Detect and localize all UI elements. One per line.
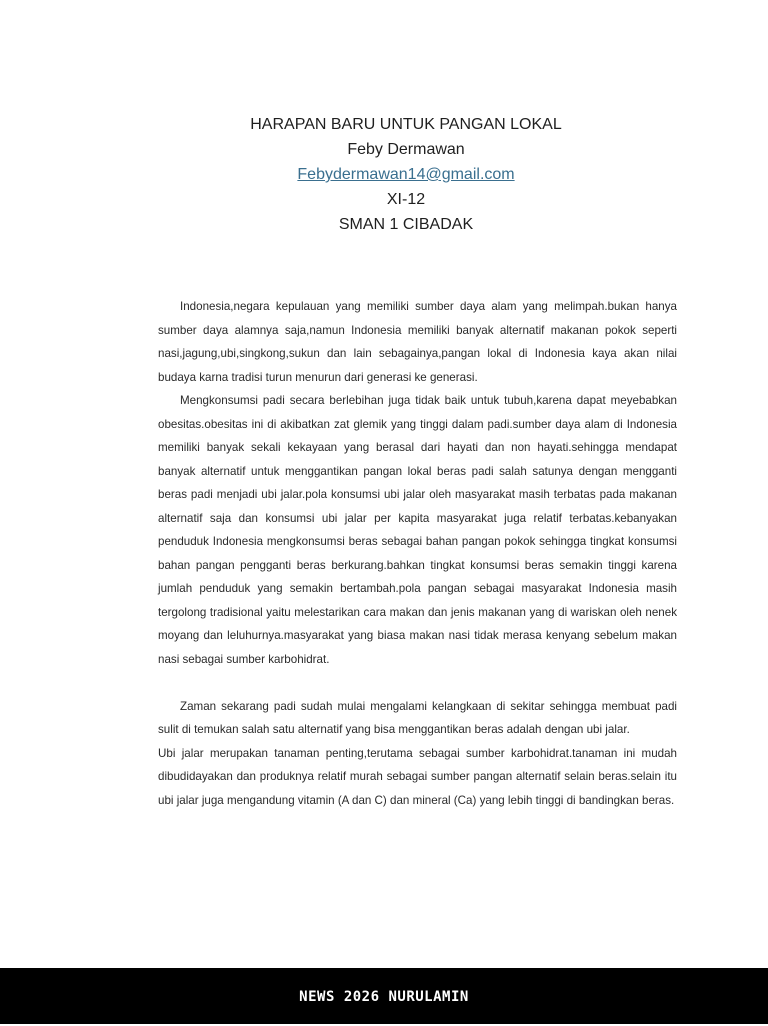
footer-banner <box>0 968 768 1024</box>
class-label: XI-12 <box>386 191 426 208</box>
paragraph-1: Indonesia,negara kepulauan yang memiliki sumber daya alam yang melimpah.bukan hanya sumber daya alamnya saja,namun Indonesia memiliki banyak alternatif makanan pokok seperti nasi,jagung,ubi,singkong,sukun dan lain sebagainya,pangan lokal di Indonesia kaya akan nilai budaya karna tradisi turun menurun dari generasi ke generasi. <box>158 300 677 384</box>
document-title: HARAPAN BARU UNTUK PANGAN LOKAL <box>250 116 562 133</box>
paragraph-spacer <box>158 671 677 695</box>
author-email-link[interactable]: Febydermawan14@gmail.com <box>297 166 515 183</box>
paragraph-2: Mengkonsumsi padi secara berlebihan juga tidak baik untuk tubuh,karena dapat meyebabkan obesitas.obesitas ini di akibatkan zat glemik yang tinggi dalam padi.sumber daya alam di Indonesia memiliki banyak sekali kekayaan yang berasal dari hayati dan non hayati.sehingga mendapat banyak alternatif untuk menggantikan pangan lokal beras padi salah satunya dengan mengganti beras padi menjadi ubi jalar.pola konsumsi ubi jalar oleh masyarakat masih terbatas pada makanan alternatif saja dan konsumsi ubi jalar per kapita masyarakat juga relatif terbatas.kebanyakan penduduk Indonesia mengkonsumsi beras sebagai bahan pangan pokok sehingga tingkat konsumsi bahan pangan pengganti beras berkurang.bahkan tingkat konsumsi beras semakin tinggi karena jumlah penduduk yang semakin bertambah.pola pangan sebagai masyarakat Indonesia masih tergolong tradisional yaitu melestarikan cara makan dan jenis makanan yang di wariskan oleh nenek moyang dan leluhurnya.masyarakat yang biasa makan nasi tidak merasa kenyang sebelum makan nasi sebagai sumber karbohidrat. <box>158 394 677 666</box>
footer-text: NEWS 2026 NURULAMIN <box>299 989 469 1005</box>
paragraph-4: Ubi jalar merupakan tanaman penting,terutama sebagai sumber karbohidrat.tanaman ini mudah dibudidayakan dan produknya relatif murah sebagai sumber pangan alternatif selain beras.selain itu ubi jalar juga mengandung vitamin (A dan C) dan mineral (Ca) yang lebih tinggi di bandingkan beras. <box>158 746 677 807</box>
document-header <box>0 112 768 237</box>
author-name: Feby Dermawan <box>347 141 465 158</box>
school-name: SMAN 1 CIBADAK <box>338 216 474 233</box>
paragraph-3: Zaman sekarang padi sudah mulai mengalami kelangkaan di sekitar sehingga membuat padi sulit di temukan salah satu alternatif yang bisa menggantikan beras adalah dengan ubi jalar. <box>158 699 677 736</box>
document-body <box>158 295 677 812</box>
